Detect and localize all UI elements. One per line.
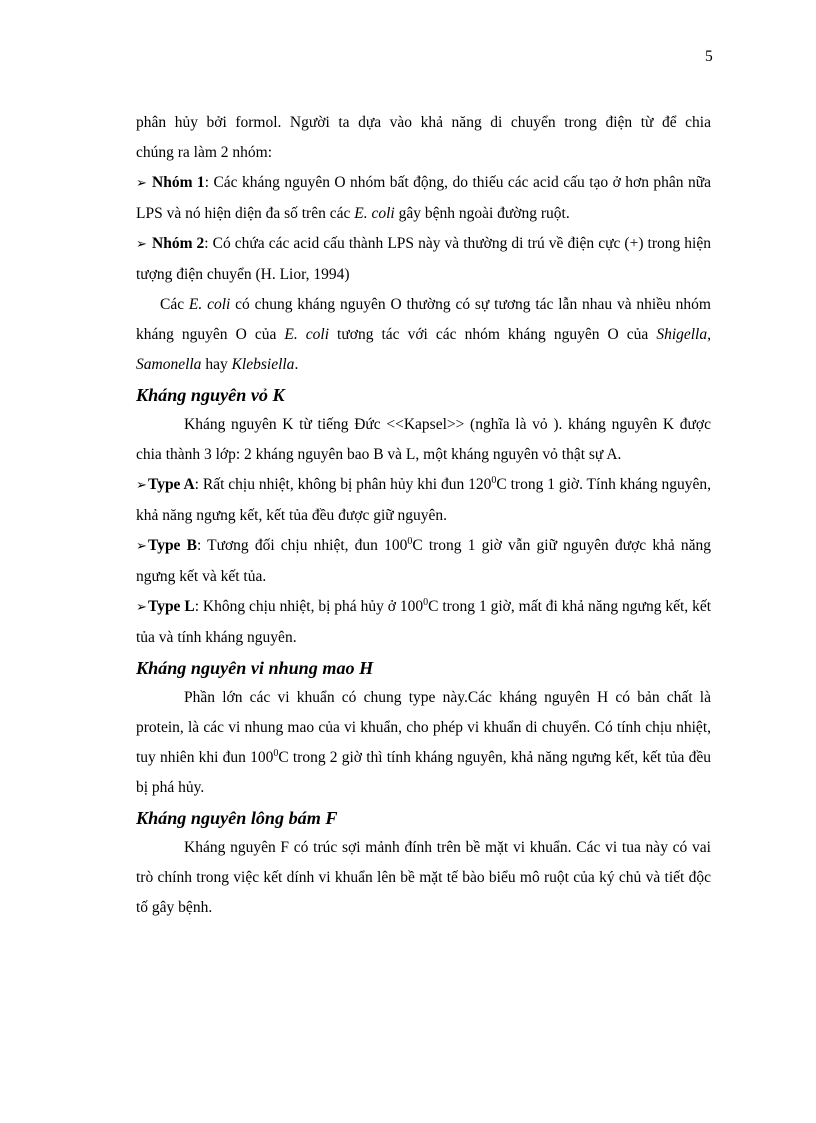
document-body bbox=[136, 108, 711, 923]
degree-superscript: 0 bbox=[423, 597, 429, 608]
degree-superscript: 0 bbox=[491, 475, 497, 486]
text-run: Các bbox=[160, 296, 189, 313]
species-name: E. coli bbox=[354, 205, 395, 222]
type-b-item bbox=[136, 531, 711, 592]
group-1-label: Nhóm 1 bbox=[152, 174, 205, 191]
bullet-icon: ➢ bbox=[136, 176, 147, 191]
type-l-item bbox=[136, 592, 711, 653]
k-antigen-intro: Kháng nguyên K từ tiếng Đức <<Kapsel>> (nghĩa là vỏ ). kháng nguyên K được chia thành 3 lớp: 2 kháng nguyên bao B và L, một kháng nguyên vỏ thật sự A. bbox=[136, 416, 711, 463]
text-run: tương tác với các nhóm kháng nguyên O của bbox=[329, 326, 657, 343]
f-antigen-paragraph: Kháng nguyên F có trúc sợi mảnh đính trên bề mặt vi khuẩn. Các vi tua này có vai trò chính trong việc kết dính vi khuẩn lên bề mặt tế bào biểu mô ruột của ký chủ và tiết độc tố gây bệnh. bbox=[136, 839, 711, 916]
species-name: E. coli bbox=[284, 326, 330, 343]
text-run: : Không chịu nhiệt, bị phá hủy ở 100 bbox=[194, 598, 424, 615]
degree-superscript: 0 bbox=[407, 536, 413, 547]
intro-line-1: phân hủy bởi formol. Người ta dựa vào khả năng di chuyển trong điện từ để chia bbox=[136, 114, 711, 131]
species-name: E. coli bbox=[188, 296, 231, 313]
text-run: . bbox=[294, 356, 299, 373]
group-2-label: Nhóm 2 bbox=[152, 235, 205, 252]
type-l-label: Type L bbox=[148, 598, 195, 615]
text-run: Phần lớn các vi khuẩn có chung type này.Các kháng nguyên H có bản chất là protein, là các vi nhung mao của vi khuẩn, cho phép vi khuẩn di chuyển. Có tính chịu nhiệt, tuy nhiên khi đun 100 bbox=[136, 689, 711, 766]
type-a-label: Type A bbox=[148, 476, 195, 493]
group-2-item bbox=[136, 229, 711, 290]
page-number: 5 bbox=[705, 48, 713, 65]
group-1-text-end: gây bệnh ngoài đường ruột. bbox=[394, 205, 570, 222]
text-run: : Rất chịu nhiệt, không bị phân hủy khi đun 120 bbox=[194, 476, 492, 493]
text-run: : Tương đối chịu nhiệt, đun 100 bbox=[196, 537, 408, 554]
degree-superscript: 0 bbox=[273, 748, 279, 759]
h-antigen-heading: Kháng nguyên vi nhung mao H bbox=[136, 658, 374, 678]
group-1-text: : Các kháng nguyên O nhóm bất động, do thiếu các acid cấu tạo ở hơn phân nữa LPS và nó hiện diện đa số trên các bbox=[136, 174, 712, 222]
bullet-icon: ➢ bbox=[136, 237, 147, 252]
type-a-item bbox=[136, 470, 711, 531]
group-2-text: : Có chứa các acid cấu thành LPS này và thường di trú về điện cực (+) trong hiện tượng điện chuyển (H. Lior, 1994) bbox=[136, 235, 711, 283]
text-run: C trong 1 giờ, mất đi khả năng ngưng kết, kết tủa và tính kháng nguyên. bbox=[136, 598, 712, 646]
h-antigen-paragraph bbox=[136, 683, 711, 803]
bullet-icon: ➢ bbox=[136, 478, 147, 493]
species-name: Shigella, Samonella bbox=[136, 326, 711, 373]
f-antigen-heading: Kháng nguyên lông bám F bbox=[136, 808, 338, 828]
bullet-icon: ➢ bbox=[136, 539, 147, 554]
text-run: C trong 2 giờ thì tính kháng nguyên, khả năng ngưng kết, kết tủa đều bị phá hủy. bbox=[136, 749, 711, 796]
type-b-label: Type B bbox=[148, 537, 197, 554]
text-run: có chung kháng nguyên O thường có sự tương tác lẫn nhau và nhiều nhóm kháng nguyên O của bbox=[136, 296, 711, 343]
k-antigen-heading: Kháng nguyên vỏ K bbox=[136, 385, 285, 405]
intro-line-2: chúng ra làm 2 nhóm: bbox=[136, 144, 273, 161]
species-name: Klebsiella bbox=[231, 356, 295, 373]
bullet-icon: ➢ bbox=[136, 600, 147, 615]
o-antigen-paragraph bbox=[136, 290, 711, 380]
text-run: C trong 1 giờ vẫn giữ nguyên được khả năng ngưng kết và kết tủa. bbox=[136, 537, 711, 585]
text-run: hay bbox=[201, 356, 232, 373]
text-run: C trong 1 giờ. Tính kháng nguyên, khả năng ngưng kết, kết tủa đều được giữ nguyên. bbox=[136, 476, 711, 524]
group-1-item bbox=[136, 168, 711, 229]
